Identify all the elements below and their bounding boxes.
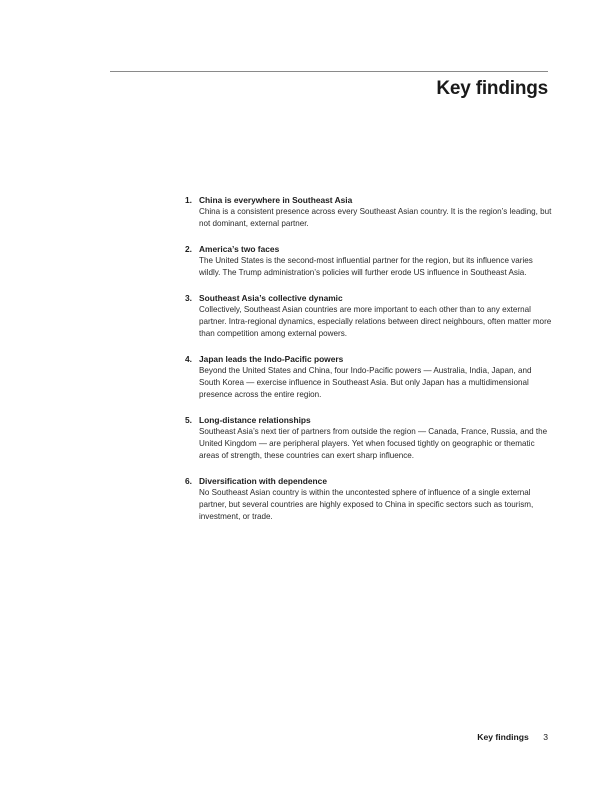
top-divider bbox=[110, 71, 548, 72]
finding-text: Beyond the United States and China, four Indo-Pacific powers — Australia, India, Japan, and South Korea — exercise influence in Southeast Asia. But only Japan has a multidimensional presence across the entire region. bbox=[199, 366, 532, 399]
findings-list bbox=[185, 194, 553, 536]
page-title: Key findings bbox=[436, 78, 548, 99]
finding-title: Southeast Asia’s collective dynamic bbox=[199, 293, 343, 303]
finding-number: 3. bbox=[185, 293, 192, 303]
finding-title: America’s two faces bbox=[199, 244, 280, 254]
finding-item bbox=[185, 414, 553, 462]
finding-text: The United States is the second-most influential partner for the region, but its influence varies wildly. The Trump administration’s policies will further erode US influence in Southeast Asia. bbox=[199, 256, 533, 277]
page-number: 3 bbox=[543, 732, 548, 742]
finding-item bbox=[185, 243, 553, 279]
finding-item bbox=[185, 353, 553, 401]
finding-text: China is a consistent presence across every Southeast Asian country. It is the region’s leading, but not dominant, external partner. bbox=[199, 207, 552, 228]
finding-title: Diversification with dependence bbox=[199, 476, 327, 486]
page-footer bbox=[477, 732, 548, 742]
finding-item bbox=[185, 475, 553, 523]
finding-title: Long-distance relationships bbox=[199, 415, 311, 425]
finding-number: 5. bbox=[185, 415, 192, 425]
finding-item bbox=[185, 292, 553, 340]
finding-text: Collectively, Southeast Asian countries are more important to each other than to any external partner. Intra-regional dynamics, especially relations between direct neighbours, often matter more than competition among external powers. bbox=[199, 305, 552, 338]
finding-title: Japan leads the Indo-Pacific powers bbox=[199, 354, 344, 364]
footer-section-label: Key findings bbox=[477, 732, 529, 742]
finding-number: 1. bbox=[185, 195, 192, 205]
finding-number: 6. bbox=[185, 476, 192, 486]
finding-title: China is everywhere in Southeast Asia bbox=[199, 195, 353, 205]
finding-number: 2. bbox=[185, 244, 192, 254]
finding-text: No Southeast Asian country is within the uncontested sphere of influence of a single external partner, but several countries are highly exposed to China in specific sectors such as tourism, investment, or trade. bbox=[199, 488, 534, 521]
finding-item bbox=[185, 194, 553, 230]
finding-number: 4. bbox=[185, 354, 192, 364]
finding-text: Southeast Asia’s next tier of partners from outside the region — Canada, France, Russia, and the United Kingdom — are peripheral players. Yet when focused tightly on geographic or thematic areas of strength, these countries can exert sharp influence. bbox=[199, 427, 548, 460]
